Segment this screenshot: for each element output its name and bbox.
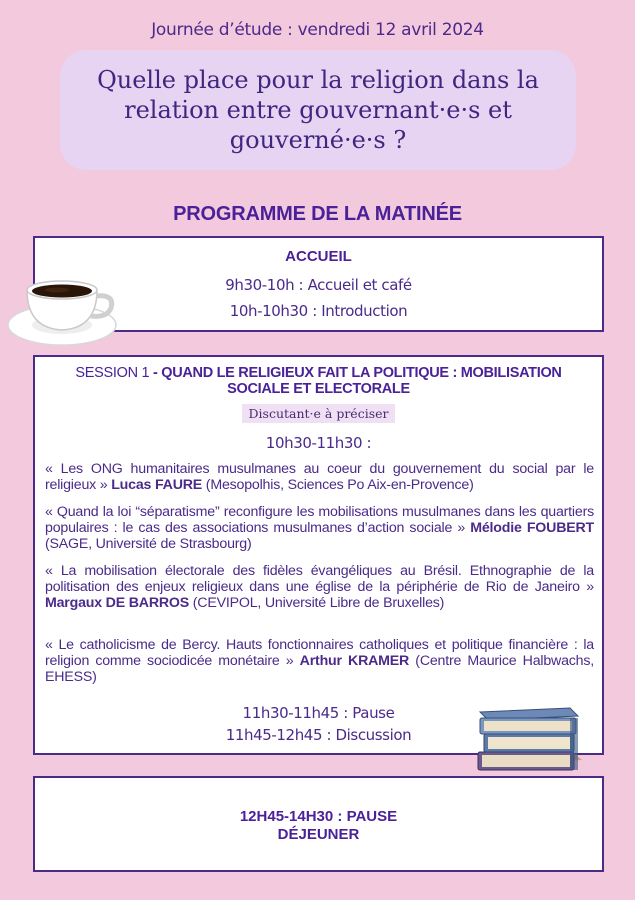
session-1-label: SESSION 1: [75, 365, 150, 381]
programme-title: PROGRAMME DE LA MATINÉE: [173, 203, 462, 225]
session-1-box: [33, 355, 604, 755]
accueil-heading: ACCUEIL: [285, 248, 352, 265]
speaker-name: Lucas FAURE: [111, 477, 203, 493]
talk-item: « La mobilisation électorale des fidèles évangéliques au Brésil. Ethnographie de la politisation des enjeux religieux dans une église de la périphérie de Rio de Janeiro » Margaux DE BARROS (CEVIPOL, Université Libre de Bruxelles): [45, 563, 594, 611]
talk-item: « Le catholicisme de Bercy. Hauts fonctionnaires catholiques et politique financière : la religion comme sociodicée monétaire » Arthur KRAMER (Centre Maurice Halbwachs, EHESS): [45, 637, 594, 685]
discussion-line: 11h45-12h45 : Discussion: [225, 726, 412, 744]
talk-item: « Les ONG humanitaires musulmanes au coeur du gouvernement du social par le religieux » Lucas FAURE (Mesopolhis, Sciences Po Aix-en-Provence): [45, 461, 594, 493]
accueil-line-intro: 10h-10h30 : Introduction: [229, 302, 408, 320]
title-bubble: [60, 50, 576, 170]
event-date: Journée d’étude : vendredi 12 avril 2024: [151, 20, 484, 40]
speaker-name: Mélodie FOUBERT: [470, 520, 595, 536]
discussant-badge: Discutant·e à préciser: [242, 404, 396, 423]
event-title: Quelle place pour la religion dans la relation entre gouvernant·e·s et gouverné·e·s ?: [97, 66, 539, 154]
lunch-box: [33, 776, 604, 872]
books-stack-icon: [470, 700, 590, 778]
speaker-name: Arthur KRAMER: [299, 653, 410, 669]
session-1-heading: [45, 365, 592, 397]
coffee-cup-icon: [5, 270, 120, 350]
pause-line: 11h30-11h45 : Pause: [242, 704, 395, 722]
session-1-time: 10h30-11h30 :: [265, 434, 372, 452]
talk-item: « Quand la loi “séparatisme” reconfigure les mobilisations musulmanes dans les quartiers populaires : le cas des associations musulmanes d’action sociale » Mélodie FOUBERT (SAGE, Université de Strasbourg): [45, 504, 595, 552]
accueil-line-coffee: 9h30-10h : Accueil et café: [225, 276, 412, 294]
lunch-heading: 12H45-14H30 : PAUSE DÉJEUNER: [239, 808, 398, 843]
session-1-title: - QUAND LE RELIGIEUX FAIT LA POLITIQUE : MOBILISATION SOCIALE ET ELECTORALE: [149, 365, 562, 397]
speaker-name: Margaux DE BARROS: [45, 595, 190, 611]
